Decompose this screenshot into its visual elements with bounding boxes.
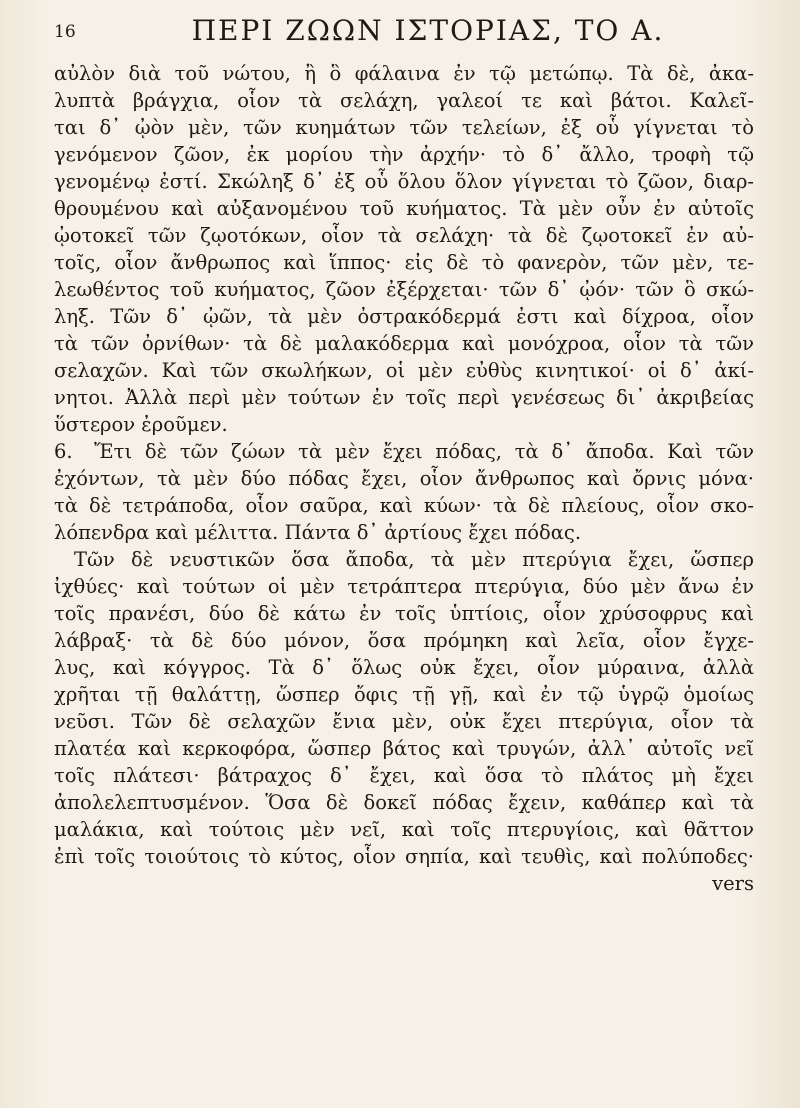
text-line: λυς, καὶ κόγγρος. Τὰ δ᾽ ὅλως οὐκ ἔχει, οἷον μύραινα, ἀλλὰ <box>54 656 754 679</box>
text-line: γενόμενον ζῶον, ἐκ μορίου τὴν ἀρχήν· τὸ δ᾽ ἄλλο, τροφὴ τῷ <box>54 143 754 166</box>
page-header <box>54 14 754 54</box>
running-head: ΠΕΡΙ ΖΩΩΝ ΙΣΤΟΡΙΑΣ, ΤΟ Α. <box>191 14 665 47</box>
text-line: ἐχόντων, τὰ μὲν δύο πόδας ἔχει, οἷον ἄνθρωπος καὶ ὄρνις μόνα· <box>54 467 754 490</box>
text-line: τοῖς, οἷον ἄνθρωπος καὶ ἵππος· εἰς δὲ τὸ φανερὸν, τῶν μὲν, τε- <box>54 251 754 274</box>
text-line: ἀπολελεπτυσμένον. Ὅσα δὲ δοκεῖ πόδας ἔχειν, καθάπερ καὶ τὰ <box>54 791 754 814</box>
text-line: πλατέα καὶ κερκοφόρα, ὥσπερ βάτος καὶ τρυγών, ἀλλ᾽ αὐτοῖς νεῖ <box>54 737 754 760</box>
text-line: λάβραξ· τὰ δὲ δύο μόνον, ὅσα πρόμηκη καὶ λεῖα, οἷον ἔγχε- <box>54 629 754 652</box>
catchword: vers <box>712 872 754 895</box>
section-first-line: Ἔτι δὲ τῶν ζώων τὰ μὲν ἔχει πόδας, τὰ δ᾽ ἄποδα. Καὶ τῶν <box>94 440 754 463</box>
text-line: ληξ. Τῶν δ᾽ ᾠῶν, τὰ μὲν ὀστρακόδερμά ἐστι καὶ δίχροα, οἷον <box>54 305 754 328</box>
text-line: νεῦσι. Τῶν δὲ σελαχῶν ἔνια μὲν, οὐκ ἔχει πτερύγια, οἷον τὰ <box>54 710 754 733</box>
text-line: νητοι. Ἀλλὰ περὶ μὲν τούτων ἐν τοῖς περὶ γενέσεως δι᾽ ἀκριβείας <box>54 386 754 409</box>
text-line: ἰχθύες· καὶ τούτων οἱ μὲν τετράπτερα πτερύγια, δύο μὲν ἄνω ἐν <box>54 575 754 598</box>
text-line: τοῖς πλάτεσι· βάτραχος δ᾽ ἔχει, καὶ ὅσα τὸ πλάτος μὴ ἔχει <box>54 764 754 787</box>
text-line: λεωθέντος τοῦ κυήματος, ζῶον ἐξέρχεται· τῶν δ᾽ ᾠόν· τῶν ὃ σκώ- <box>54 278 754 301</box>
text-line: μαλάκια, καὶ τούτοις μὲν νεῖ, καὶ τοῖς πτερυγίοις, καὶ θᾶττον <box>54 818 754 841</box>
text-line: γενομένῳ ἐστί. Σκώληξ δ᾽ ἐξ οὗ ὅλου ὅλον γίγνεται τὸ ζῶον, διαρ- <box>54 170 754 193</box>
text-line: ται δ᾽ ᾠὸν μὲν, τῶν κυημάτων τῶν τελείων, ἐξ οὗ γίγνεται τὸ <box>54 116 754 139</box>
page-number: 16 <box>54 22 76 42</box>
text-line: σελαχῶν. Καὶ τῶν σκωλήκων, οἱ μὲν εὐθὺς κινητικοί· οἱ δ᾽ ἀκί- <box>54 359 754 382</box>
text-line: θρουμένου καὶ αὐξανομένου τοῦ κυήματος. Τὰ μὲν οὖν ἐν αὑτοῖς <box>54 197 754 220</box>
text-line: λόπενδρα καὶ μέλιττα. Πάντα δ᾽ ἀρτίους ἔχει πόδας. <box>54 521 582 544</box>
text-line: ὕστερον ἐροῦμεν. <box>54 413 228 436</box>
text-line: τοῖς πρανέσι, δύο δὲ κάτω ἐν τοῖς ὑπτίοις, οἷον χρύσοφρυς καὶ <box>54 602 754 625</box>
text-line: χρῆται τῇ θαλάττῃ, ὥσπερ ὄφις τῇ γῇ, καὶ ἐν τῷ ὑγρῷ ὁμοίως <box>54 683 754 706</box>
text-line: λυπτὰ βράγχια, οἷον τὰ σελάχη, γαλεοί τε καὶ βάτοι. Καλεῖ- <box>54 89 754 112</box>
text-line: ἐπὶ τοῖς τοιούτοις τὸ κύτος, οἷον σηπία, καὶ τευθὶς, καὶ πολύποδες· <box>54 845 754 868</box>
text-line: τὰ δὲ τετράποδα, οἷον σαῦρα, καὶ κύων· τὰ δὲ πλείους, οἷον σκο- <box>54 494 754 517</box>
text-line: ᾠοτοκεῖ τῶν ζῳοτόκων, οἷον τὰ σελάχη· τὰ δὲ ζῳοτοκεῖ ἐν αὐ- <box>54 224 754 247</box>
text-line: αὐλὸν διὰ τοῦ νώτου, ἢ ὃ φάλαινα ἐν τῷ μετώπῳ. Τὰ δὲ, ἀκα- <box>54 62 754 85</box>
greek-text-body <box>54 60 754 897</box>
text-line: Τῶν δὲ νευστικῶν ὅσα ἄποδα, τὰ μὲν πτερύγια ἔχει, ὥσπερ <box>74 548 754 571</box>
text-line: τὰ τῶν ὀρνίθων· τὰ δὲ μαλακόδερμα καὶ μονόχροα, οἷον τὰ τῶν <box>54 332 754 355</box>
section-number: 6. <box>54 440 73 463</box>
text-line-section-start <box>54 438 754 465</box>
